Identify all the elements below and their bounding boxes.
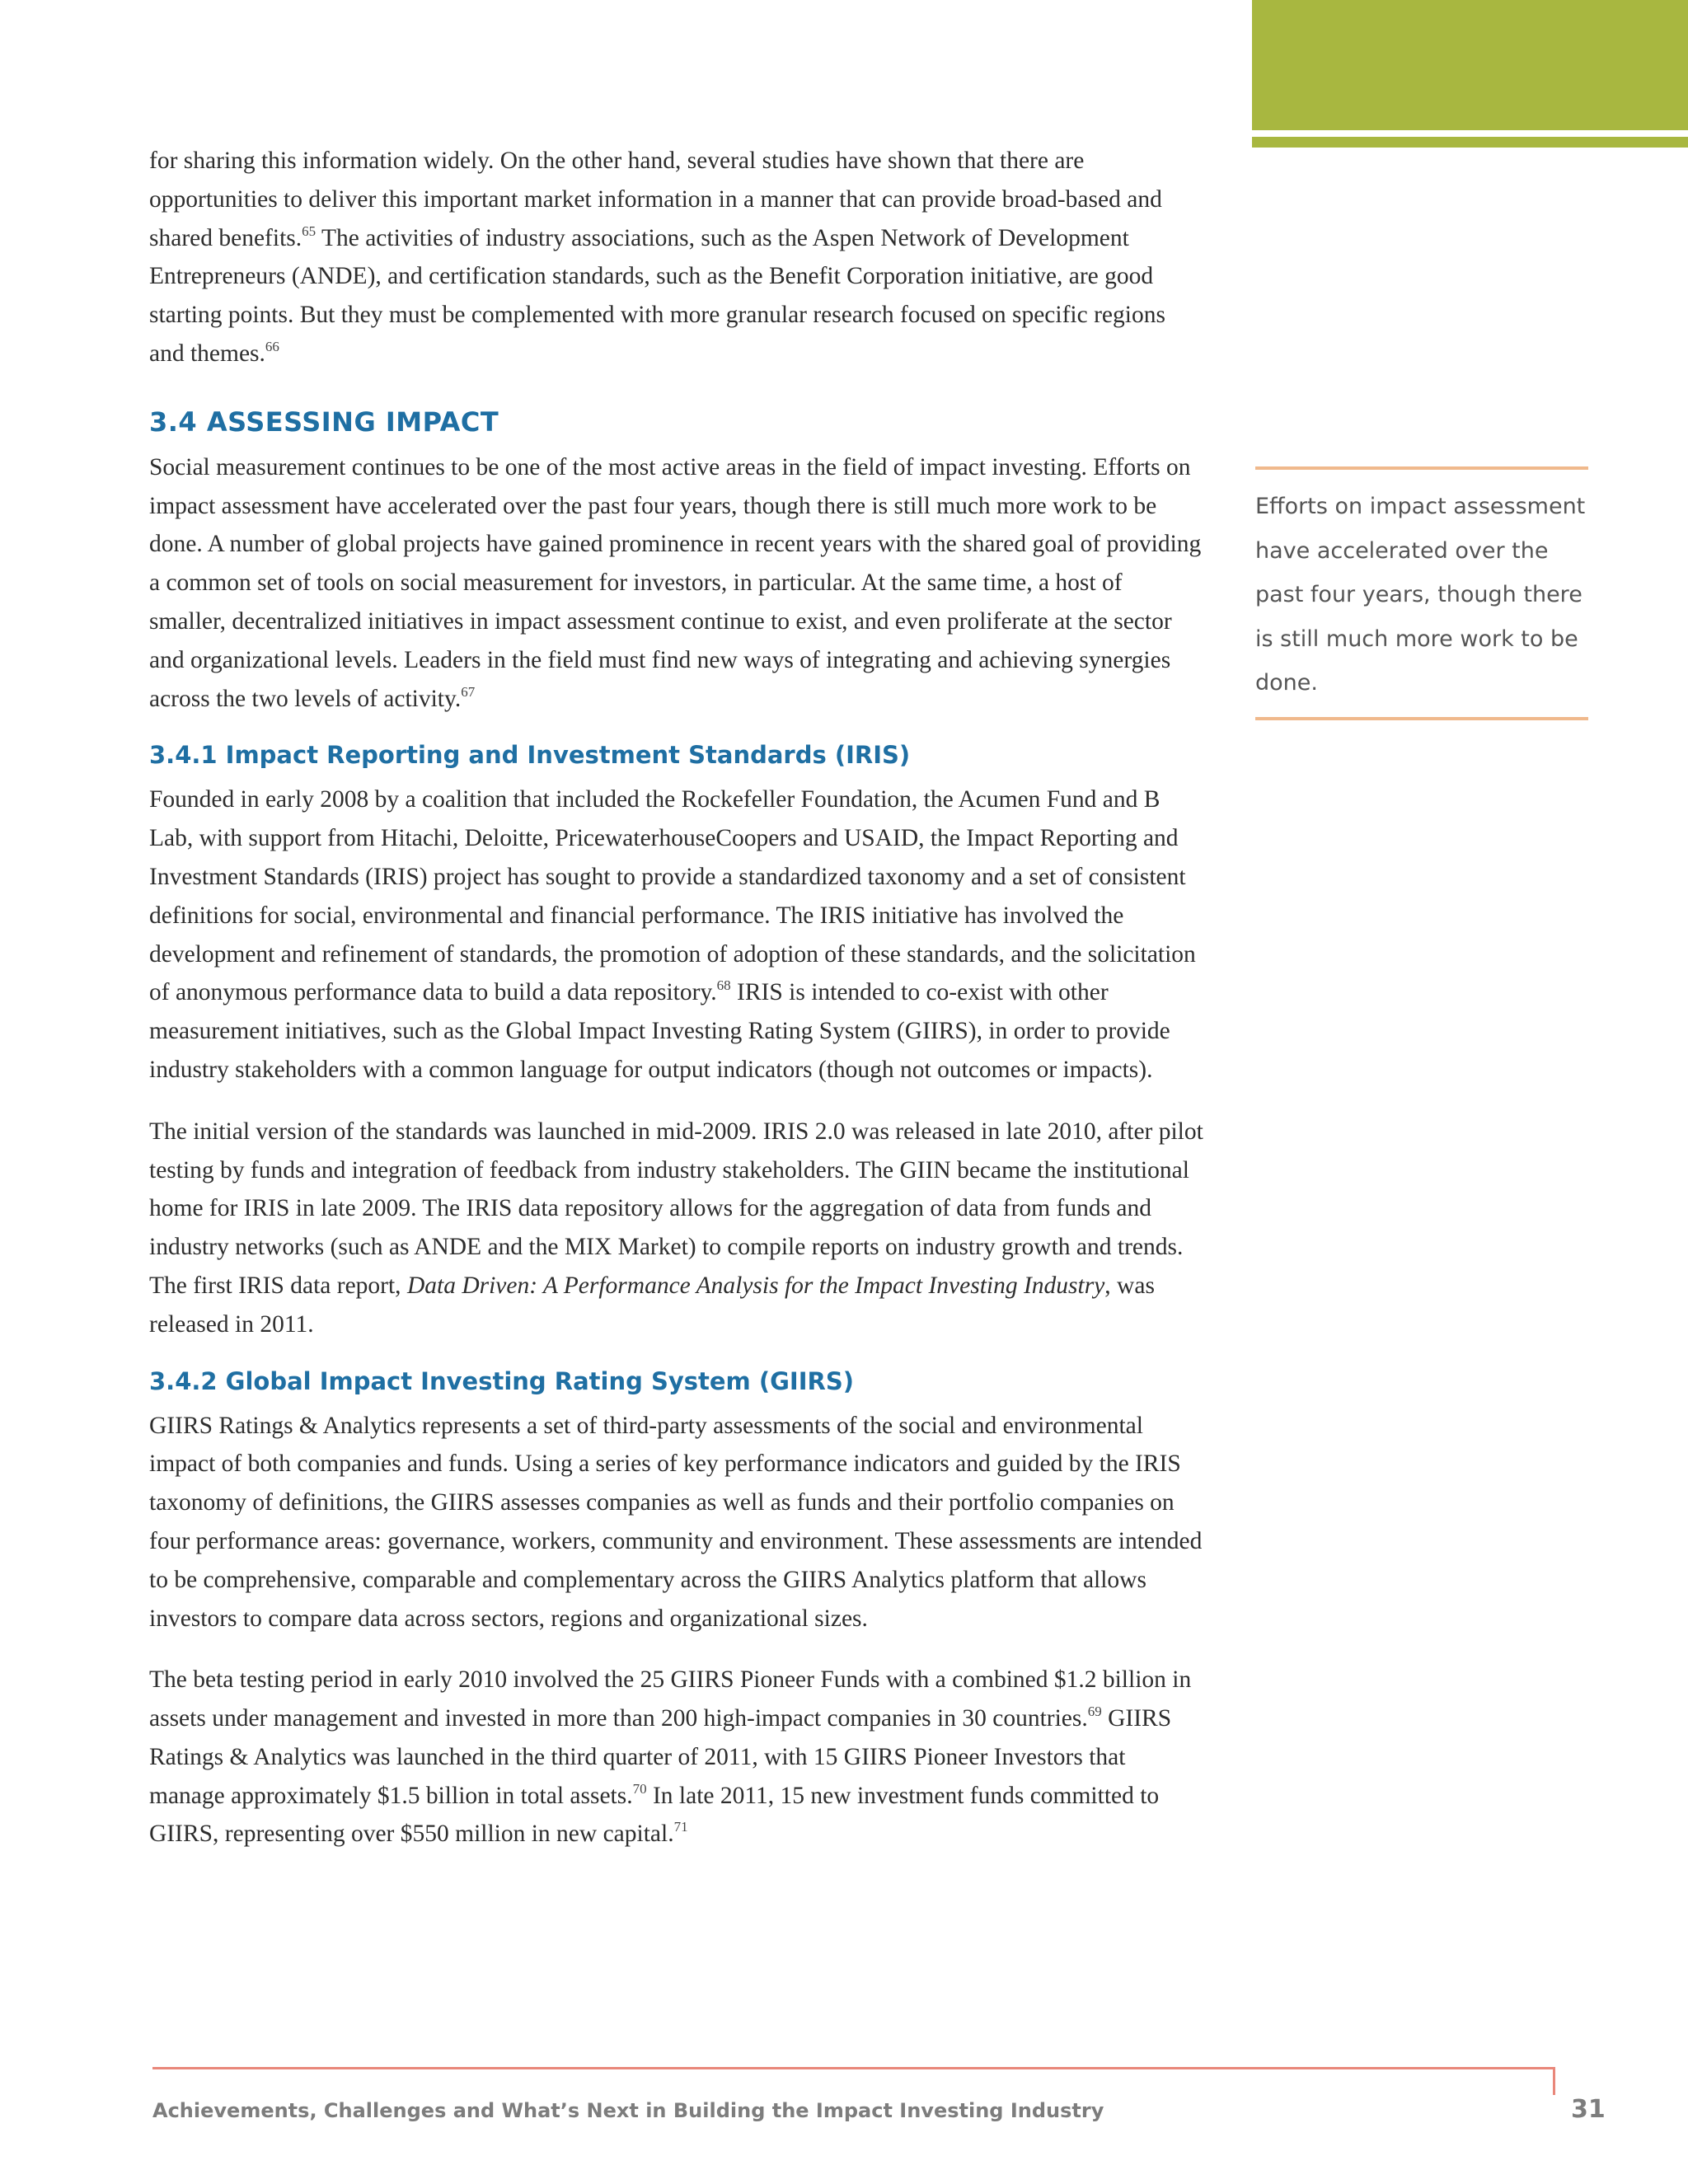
iris-text-3: The initial version of the standards was launched in mid-2009. IRIS 2.0 was released in late 2010, after pilot testing by funds and integration of feedback from industry stakeholders. The GIIN became the institutional home for IRIS in late 2009. The IRIS data repository allows for the aggregation of data from funds and industry networks (such as ANDE and the MIX Market) to compile reports on industry growth and trends. The first IRIS data report,: [149, 1118, 1203, 1299]
iris-text-4: , was released in 2011.: [149, 1272, 1155, 1338]
iris-text-2: IRIS is intended to co-exist with other measurement initiatives, such as the Global Impact Investing Rating System (GIIRS), in order to provide industry stakeholders with a common language for output indicators (though not outcomes or impacts).: [149, 979, 1170, 1083]
iris-paragraph-1: [149, 780, 1204, 1089]
footnote-ref-67: 67: [461, 683, 476, 700]
footnote-ref-71: 71: [673, 1819, 688, 1835]
section-heading-3-4-2: 3.4.2 Global Impact Investing Rating System (GIIRS): [149, 1366, 854, 1395]
footer-rule: [152, 2067, 1555, 2069]
page-number: 31: [1571, 2095, 1606, 2124]
giirs-text-2: GIIRS Ratings & Analytics was launched in the third quarter of 2011, with 15 GIIRS Pioneer Investors that manage approximately $1.5 billion in total assets.: [149, 1705, 1172, 1809]
intro-text-2: The activities of industry associations, such as the Aspen Network of Development Entrepreneurs (ANDE), and certification standards, such as the Benefit Corporation initiative, are good starting points. But they must be complemented with more granular research focused on specific regions and themes.: [149, 224, 1165, 367]
pull-quote-text: Efforts on impact assessment have accelerated over the past four years, though there is still much more work to be done.: [1255, 494, 1586, 696]
pull-quote-bottom-rule: [1255, 717, 1588, 720]
main-column: [149, 142, 1204, 1854]
footnote-ref-68: 68: [716, 977, 731, 994]
footnote-ref-69: 69: [1087, 1704, 1102, 1720]
giirs-paragraph-2: [149, 1661, 1204, 1854]
iris-paragraph-2: [149, 1113, 1204, 1344]
report-title-italic: Data Driven: A Performance Analysis for the Impact Investing Industry: [406, 1272, 1105, 1299]
giirs-paragraph-1: GIIRS Ratings & Analytics represents a set of third-party assessments of the social and environmental impact of both companies and funds. Using a series of key performance indicators and guided by the IRIS taxonomy of definitions, the GIIRS assesses companies as well as funds and their portfolio companies on four performance areas: governance, workers, community and environment. These assessments are intended to be comprehensive, comparable and complementary across the GIIRS Analytics platform that allows investors to compare data across sectors, regions and organizational sizes.: [149, 1412, 1203, 1632]
intro-paragraph: [149, 142, 1204, 373]
iris-text-1: Founded in early 2008 by a coalition that included the Rockefeller Foundation, the Acumen Fund and B Lab, with support from Hitachi, Deloitte, PricewaterhouseCoopers and USAID, the Impact Reporting and Investment Standards (IRIS) project has sought to provide a standardized taxonomy and a set of consistent definitions for social, environmental and financial performance. The IRIS initiative has involved the development and refinement of standards, the promotion of adoption of these standards, and the solicitation of anonymous performance data to build a data repository.: [149, 786, 1196, 1006]
corner-accent-stripe: [1252, 137, 1688, 148]
giirs-text-1: The beta testing period in early 2010 involved the 25 GIIRS Pioneer Funds with a combined $1.2 billion in assets under management and invested in more than 200 high-impact companies in 30 countries.: [149, 1666, 1192, 1732]
intro-text-1: for sharing this information widely. On the other hand, several studies have shown that there are opportunities to deliver this important market information in a manner that can provide broad-based and shared benefits.: [149, 148, 1162, 251]
footnote-ref-70: 70: [632, 1780, 647, 1797]
footnote-ref-65: 65: [302, 223, 316, 239]
section-heading-3-4: 3.4 ASSESSING IMPACT: [149, 405, 499, 438]
pull-quote: [1255, 466, 1588, 720]
footnote-ref-66: 66: [265, 338, 279, 354]
section-heading-3-4-1: 3.4.1 Impact Reporting and Investment Standards (IRIS): [149, 741, 911, 770]
corner-accent-block: [1252, 0, 1688, 130]
assessing-impact-paragraph: [149, 448, 1204, 719]
giirs-text-3: In late 2011, 15 new investment funds committed to GIIRS, representing over $550 million in new capital.: [149, 1782, 1160, 1848]
assessing-impact-text: Social measurement continues to be one of the most active areas in the field of impact investing. Efforts on impact assessment have accelerated over the past four years, though there is still much more work to be done. A number of global projects have gained prominence in recent years with the shared goal of providing a common set of tools on social measurement for investors, in particular. At the same time, a host of smaller, decentralized initiatives in impact assessment continue to exist, and even proliferate at the sector and organizational levels. Leaders in the field must find new ways of integrating and achieving synergies across the two levels of activity.: [149, 453, 1202, 712]
footer-title: Achievements, Challenges and What’s Next in Building the Impact Investing Industry: [152, 2099, 1104, 2122]
footer-rule-tick: [1553, 2067, 1555, 2095]
